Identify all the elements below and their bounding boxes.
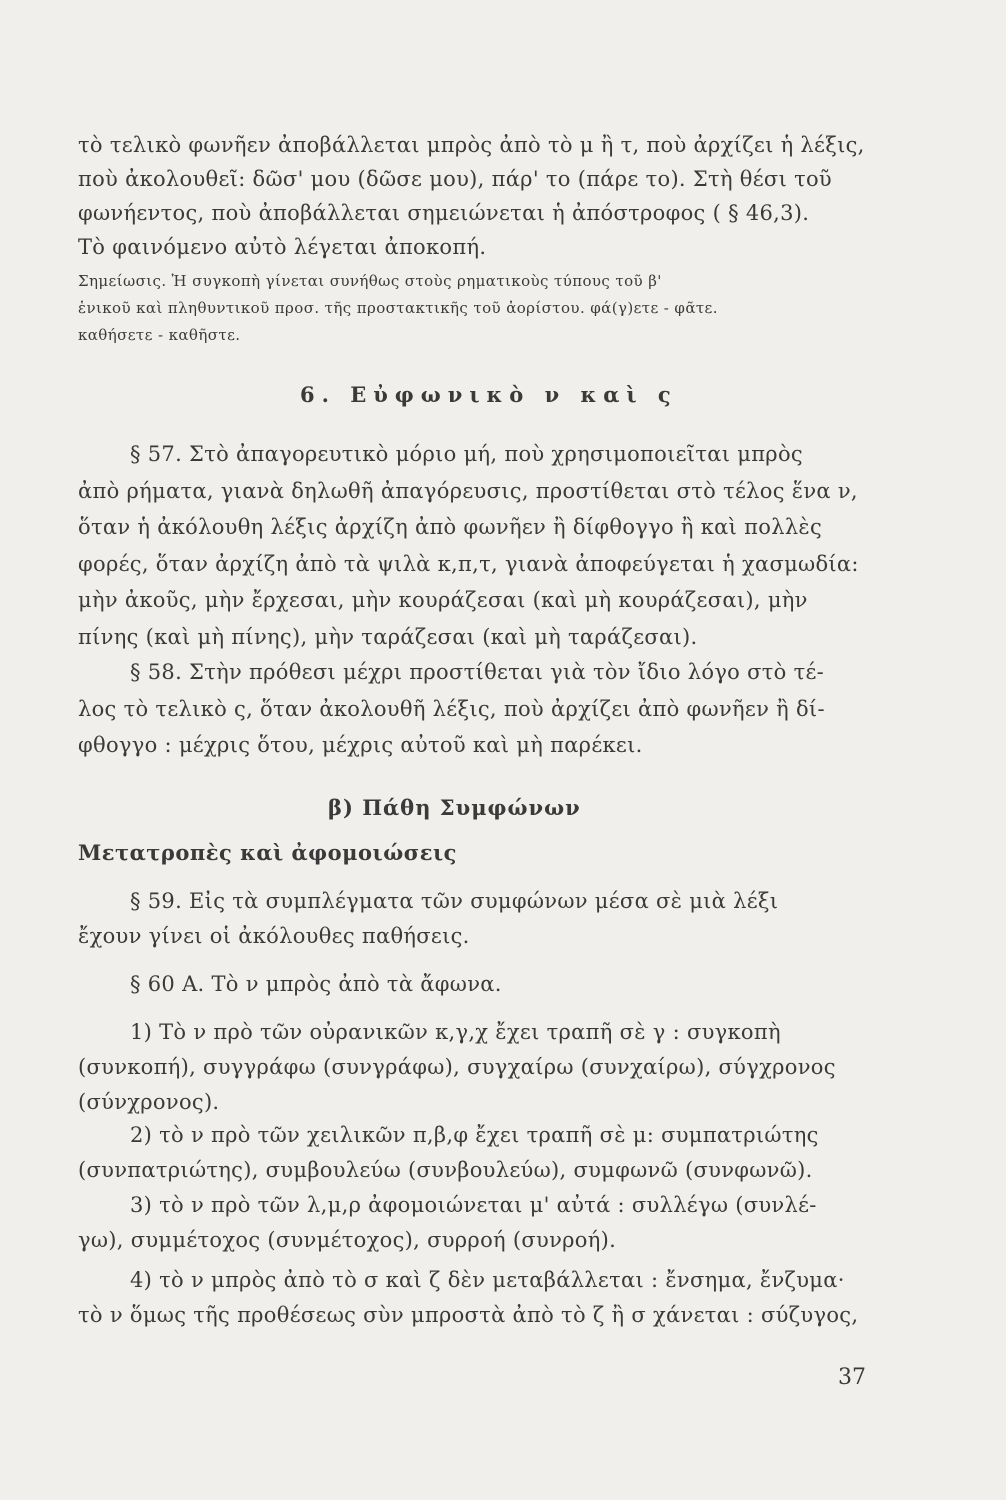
item-2 <box>78 1118 898 1188</box>
text-line: λος τὸ τελικὸ ς, ὅταν ἀκολουθῆ λέξις, ποὺ ἀρχίζει ἀπὸ φωνῆεν ἢ δί- <box>78 696 825 721</box>
item-1 <box>78 1015 898 1120</box>
section-heading-6: 6. Εὐφωνικὸ ν καὶ ς <box>300 382 678 407</box>
paragraph-58 <box>78 654 898 764</box>
page-number: 37 <box>838 1365 866 1390</box>
text-line: (συνκοπή), συγγράφω (συνγράφω), συγχαίρω (συνχαίρω), σύγχρονος <box>78 1055 836 1079</box>
text-line: τὸ τελικὸ φωνῆεν ἀποβάλλεται μπρὸς ἀπὸ τὸ μ ἢ τ, ποὺ ἀρχίζει ἡ λέξις, <box>78 133 865 157</box>
text-line: 2) τὸ ν πρὸ τῶν χειλικῶν π,β,φ ἔχει τραπῆ σὲ μ: συμπατριώτης <box>130 1123 819 1147</box>
text-line: (σύνχρονος). <box>78 1090 220 1114</box>
text-line: ἔχουν γίνει οἱ ἀκόλουθες παθήσεις. <box>78 924 470 948</box>
text-line: § 58. Στὴν πρόθεσι μέχρι προστίθεται γιὰ τὸν ἴδιο λόγο στὸ τέ- <box>130 660 825 684</box>
section-heading-b: β) Πάθη Συμφώνων <box>328 795 581 820</box>
paragraph-60-heading <box>78 972 898 996</box>
text-line: ποὺ ἀκολουθεῖ: δῶσ' μου (δῶσε μου), πάρ' το (πάρε το). Στὴ θέσι τοῦ <box>78 167 833 191</box>
text-line: § 57. Στὸ ἀπαγορευτικὸ μόριο μή, ποὺ χρησιμοποιεῖται μπρὸς <box>130 442 803 466</box>
item-3 <box>78 1188 898 1258</box>
text-line: § 59. Εἰς τὰ συμπλέγματα τῶν συμφώνων μέσα σὲ μιὰ λέξι <box>130 889 779 913</box>
text-line: φορές, ὅταν ἀρχίζη ἀπὸ τὰ ψιλὰ κ,π,τ, γιανὰ ἀποφεύγεται ἡ χασμωδία: <box>78 551 859 576</box>
item-4 <box>78 1263 898 1333</box>
text-line: § 60 Α. Τὸ ν μπρὸς ἀπὸ τὰ ἄφωνα. <box>130 972 502 996</box>
text-line: πίνης (καὶ μὴ πίνης), μὴν ταράζεσαι (καὶ μὴ ταράζεσαι). <box>78 624 698 649</box>
text-line: 3) τὸ ν πρὸ τῶν λ,μ,ρ ἀφομοιώνεται μ' αὐτά : συλλέγω (συνλέ- <box>130 1193 817 1217</box>
paragraph-57 <box>78 436 898 655</box>
text-line: 1) Τὸ ν πρὸ τῶν οὐρανικῶν κ,γ,χ ἔχει τραπῆ σὲ γ : συγκοπὴ <box>130 1020 781 1044</box>
intro-paragraph <box>78 128 898 264</box>
text-line: γω), συμμέτοχος (συνμέτοχος), συρροή (συνροή). <box>78 1228 617 1252</box>
text-line: Τὸ φαινόμενο αὐτὸ λέγεται ἀποκοπή. <box>78 235 487 259</box>
subsection-heading: Μετατροπὲς καὶ ἀφομοιώσεις <box>78 840 457 865</box>
paragraph-59 <box>78 884 898 954</box>
note-line: Σημείωσις. Ἡ συγκοπὴ γίνεται συνήθως στοὺς ρηματικοὺς τύπους τοῦ β' <box>78 272 662 290</box>
text-line: μὴν ἀκοῦς, μὴν ἔρχεσαι, μὴν κουράζεσαι (καὶ μὴ κουράζεσαι), μὴν <box>78 588 808 612</box>
text-line: ὅταν ἡ ἀκόλουθη λέξις ἀρχίζη ἀπὸ φωνῆεν ἢ δίφθογγο ἢ καὶ πολλὲς <box>78 515 823 539</box>
note-line: καθήσετε - καθῆστε. <box>78 326 241 344</box>
text-line: φθογγο : μέχρις ὅτου, μέχρις αὐτοῦ καὶ μὴ παρέκει. <box>78 733 643 757</box>
text-line: (συνπατριώτης), συμβουλεύω (συνβουλεύω), συμφωνῶ (συνφωνῶ). <box>78 1158 813 1182</box>
note-paragraph <box>78 268 898 349</box>
text-line: φωνήεντος, ποὺ ἀποβάλλεται σημειώνεται ἡ ἀπόστροφος ( § 46,3). <box>78 201 810 225</box>
note-line: ἑνικοῦ καὶ πληθυντικοῦ προσ. τῆς προστακτικῆς τοῦ ἀορίστου. φά(γ)ετε - φᾶτε. <box>78 299 718 317</box>
text-line: 4) τὸ ν μπρὸς ἀπὸ τὸ σ καὶ ζ δὲν μεταβάλλεται : ἔνσημα, ἔνζυμα· <box>130 1268 845 1292</box>
text-line: ἀπὸ ρήματα, γιανὰ δηλωθῆ ἀπαγόρευσις, προστίθεται στὸ τέλος ἕνα ν, <box>78 478 858 503</box>
text-line: τὸ ν ὅμως τῆς προθέσεως σὺν μπροστὰ ἀπὸ τὸ ζ ἢ σ χάνεται : σύζυγος, <box>78 1303 859 1327</box>
